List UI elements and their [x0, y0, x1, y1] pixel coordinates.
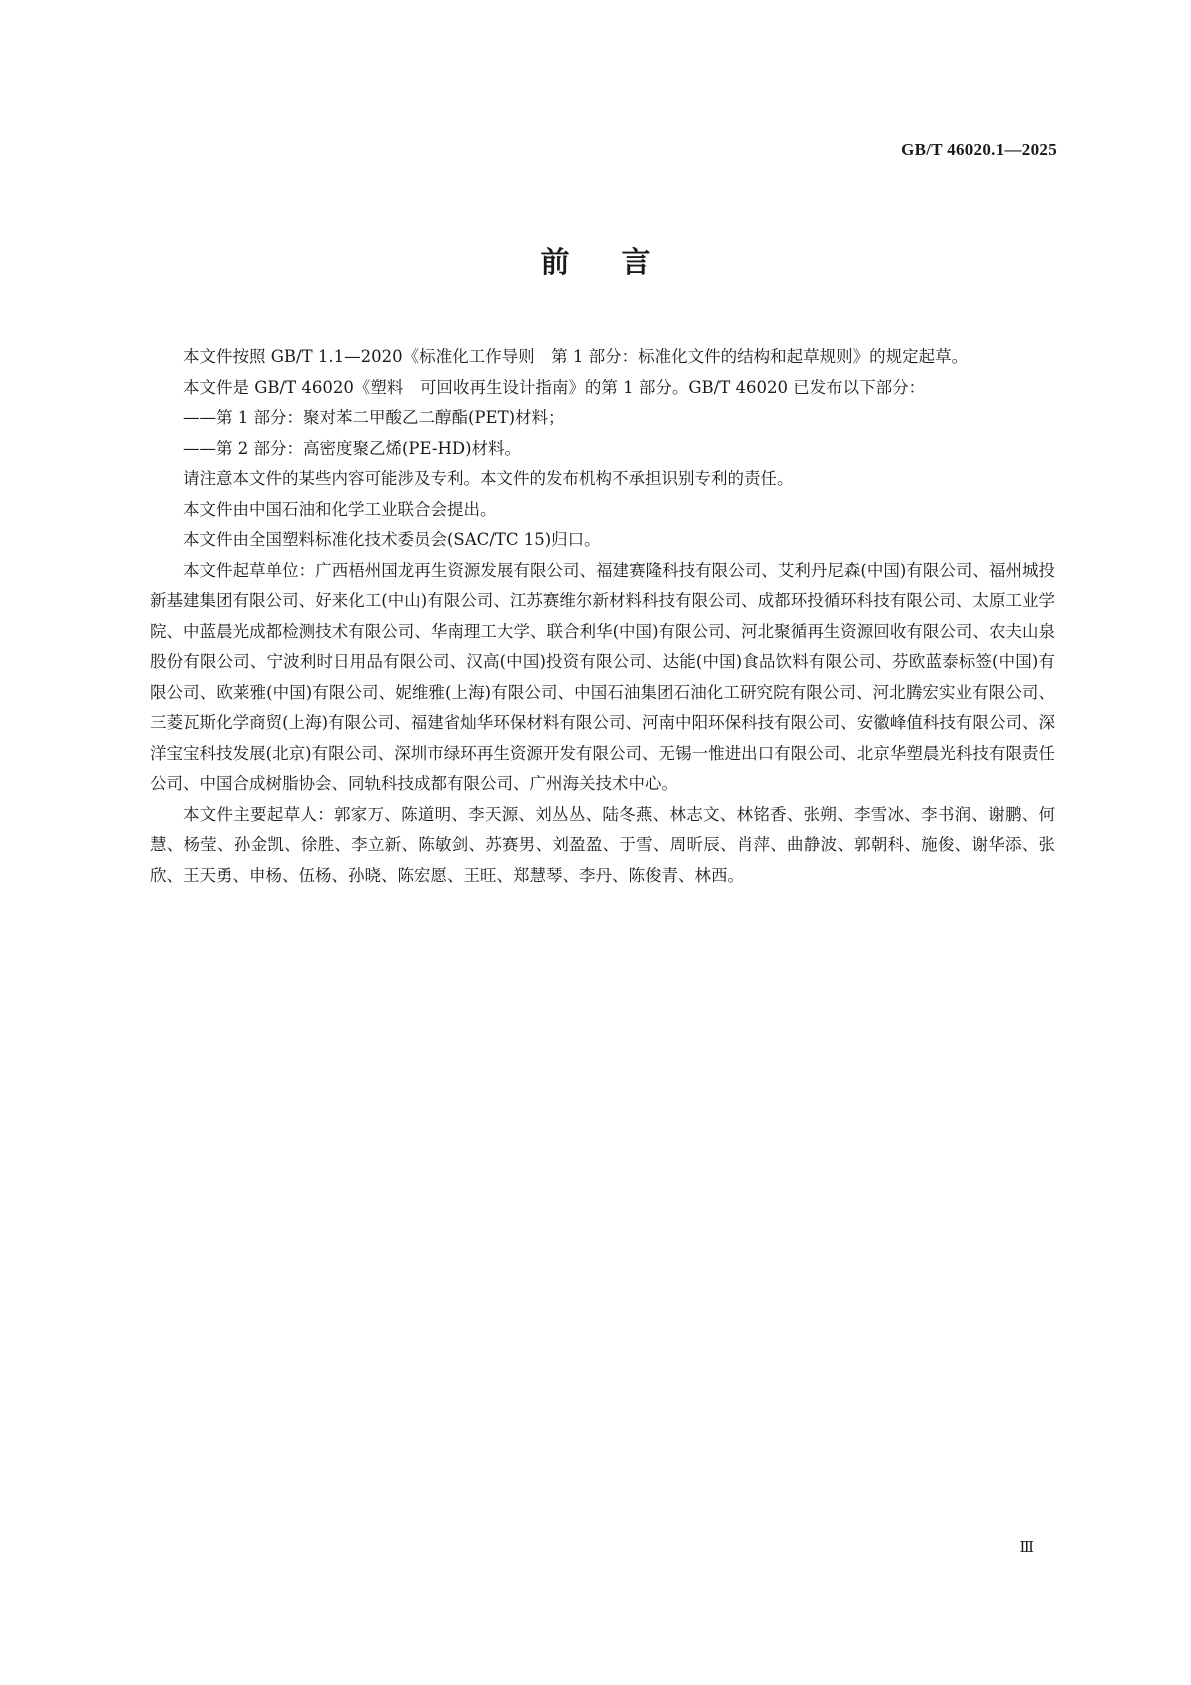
- proposer-paragraph: 本文件由中国石油和化学工业联合会提出。: [183, 499, 497, 519]
- drafting-organizations-paragraph: 本文件起草单位：广西梧州国龙再生资源发展有限公司、福建赛隆科技有限公司、艾利丹尼森(中国)有限公司、福州城投新基建集团有限公司、好来化工(中山)有限公司、江苏赛维尔新材料科技有限公司、成都环投循环科技有限公司、太原工业学院、中蓝晨光成都检测技术有限公司、华南理工大学、联合利华(中国)有限公司、河北聚循再生资源回收有限公司、农夫山泉股份有限公司、宁波利时日用品有限公司、汉高(中国)投资有限公司、达能(中国)食品饮料有限公司、芬欧蓝泰标签(中国)有限公司、欧莱雅(中国)有限公司、妮维雅(上海)有限公司、中国石油集团石油化工研究院有限公司、河北腾宏实业有限公司、三菱瓦斯化学商贸(上海)有限公司、福建省灿华环保材料有限公司、河南中阳环保科技有限公司、安徽峰值科技有限公司、深洋宝宝科技发展(北京)有限公司、深圳市绿环再生资源开发有限公司、无锡一惟进出口有限公司、北京华塑晨光科技有限责任公司、中国合成树脂协会、同轨科技成都有限公司、广州海关技术中心。: [150, 560, 1055, 793]
- drafting-rules-paragraph: 本文件按照 GB/T 1.1—2020《标准化工作导则 第 1 部分：标准化文件的结构和起草规则》的规定起草。: [183, 347, 969, 366]
- page-title: 前言: [540, 245, 703, 279]
- part-list-item: ——第 1 部分：聚对苯二甲酸乙二醇酯(PET)材料；: [183, 408, 565, 427]
- patent-notice-paragraph: 请注意本文件的某些内容可能涉及专利。本文件的发布机构不承担识别专利的责任。: [183, 469, 794, 488]
- committee-paragraph: 本文件由全国塑料标准化技术委员会(SAC/TC 15)归口。: [183, 530, 601, 549]
- standard-number: GB/T 46020.1—2025: [901, 140, 1057, 159]
- series-intro-paragraph: 本文件是 GB/T 46020《塑料 可回收再生设计指南》的第 1 部分。GB/T 46020 已发布以下部分：: [183, 377, 926, 397]
- page-number: Ⅲ: [1019, 1540, 1034, 1556]
- foreword-body: [150, 342, 1055, 891]
- part-list-item: ——第 2 部分：高密度聚乙烯(PE-HD)材料。: [183, 438, 522, 458]
- drafters-paragraph: 本文件主要起草人：郭家万、陈道明、李天源、刘丛丛、陆冬燕、林志文、林铭香、张朔、李雪冰、李书润、谢鹏、何慧、杨莹、孙金凯、徐胜、李立新、陈敏剑、苏赛男、刘盈盈、于雪、周昕辰、肖萍、曲静波、郭朝科、施俊、谢华添、张欣、王天勇、申杨、伍杨、孙晓、陈宏愿、王旺、郑慧琴、李丹、陈俊青、林西。: [150, 804, 1055, 885]
